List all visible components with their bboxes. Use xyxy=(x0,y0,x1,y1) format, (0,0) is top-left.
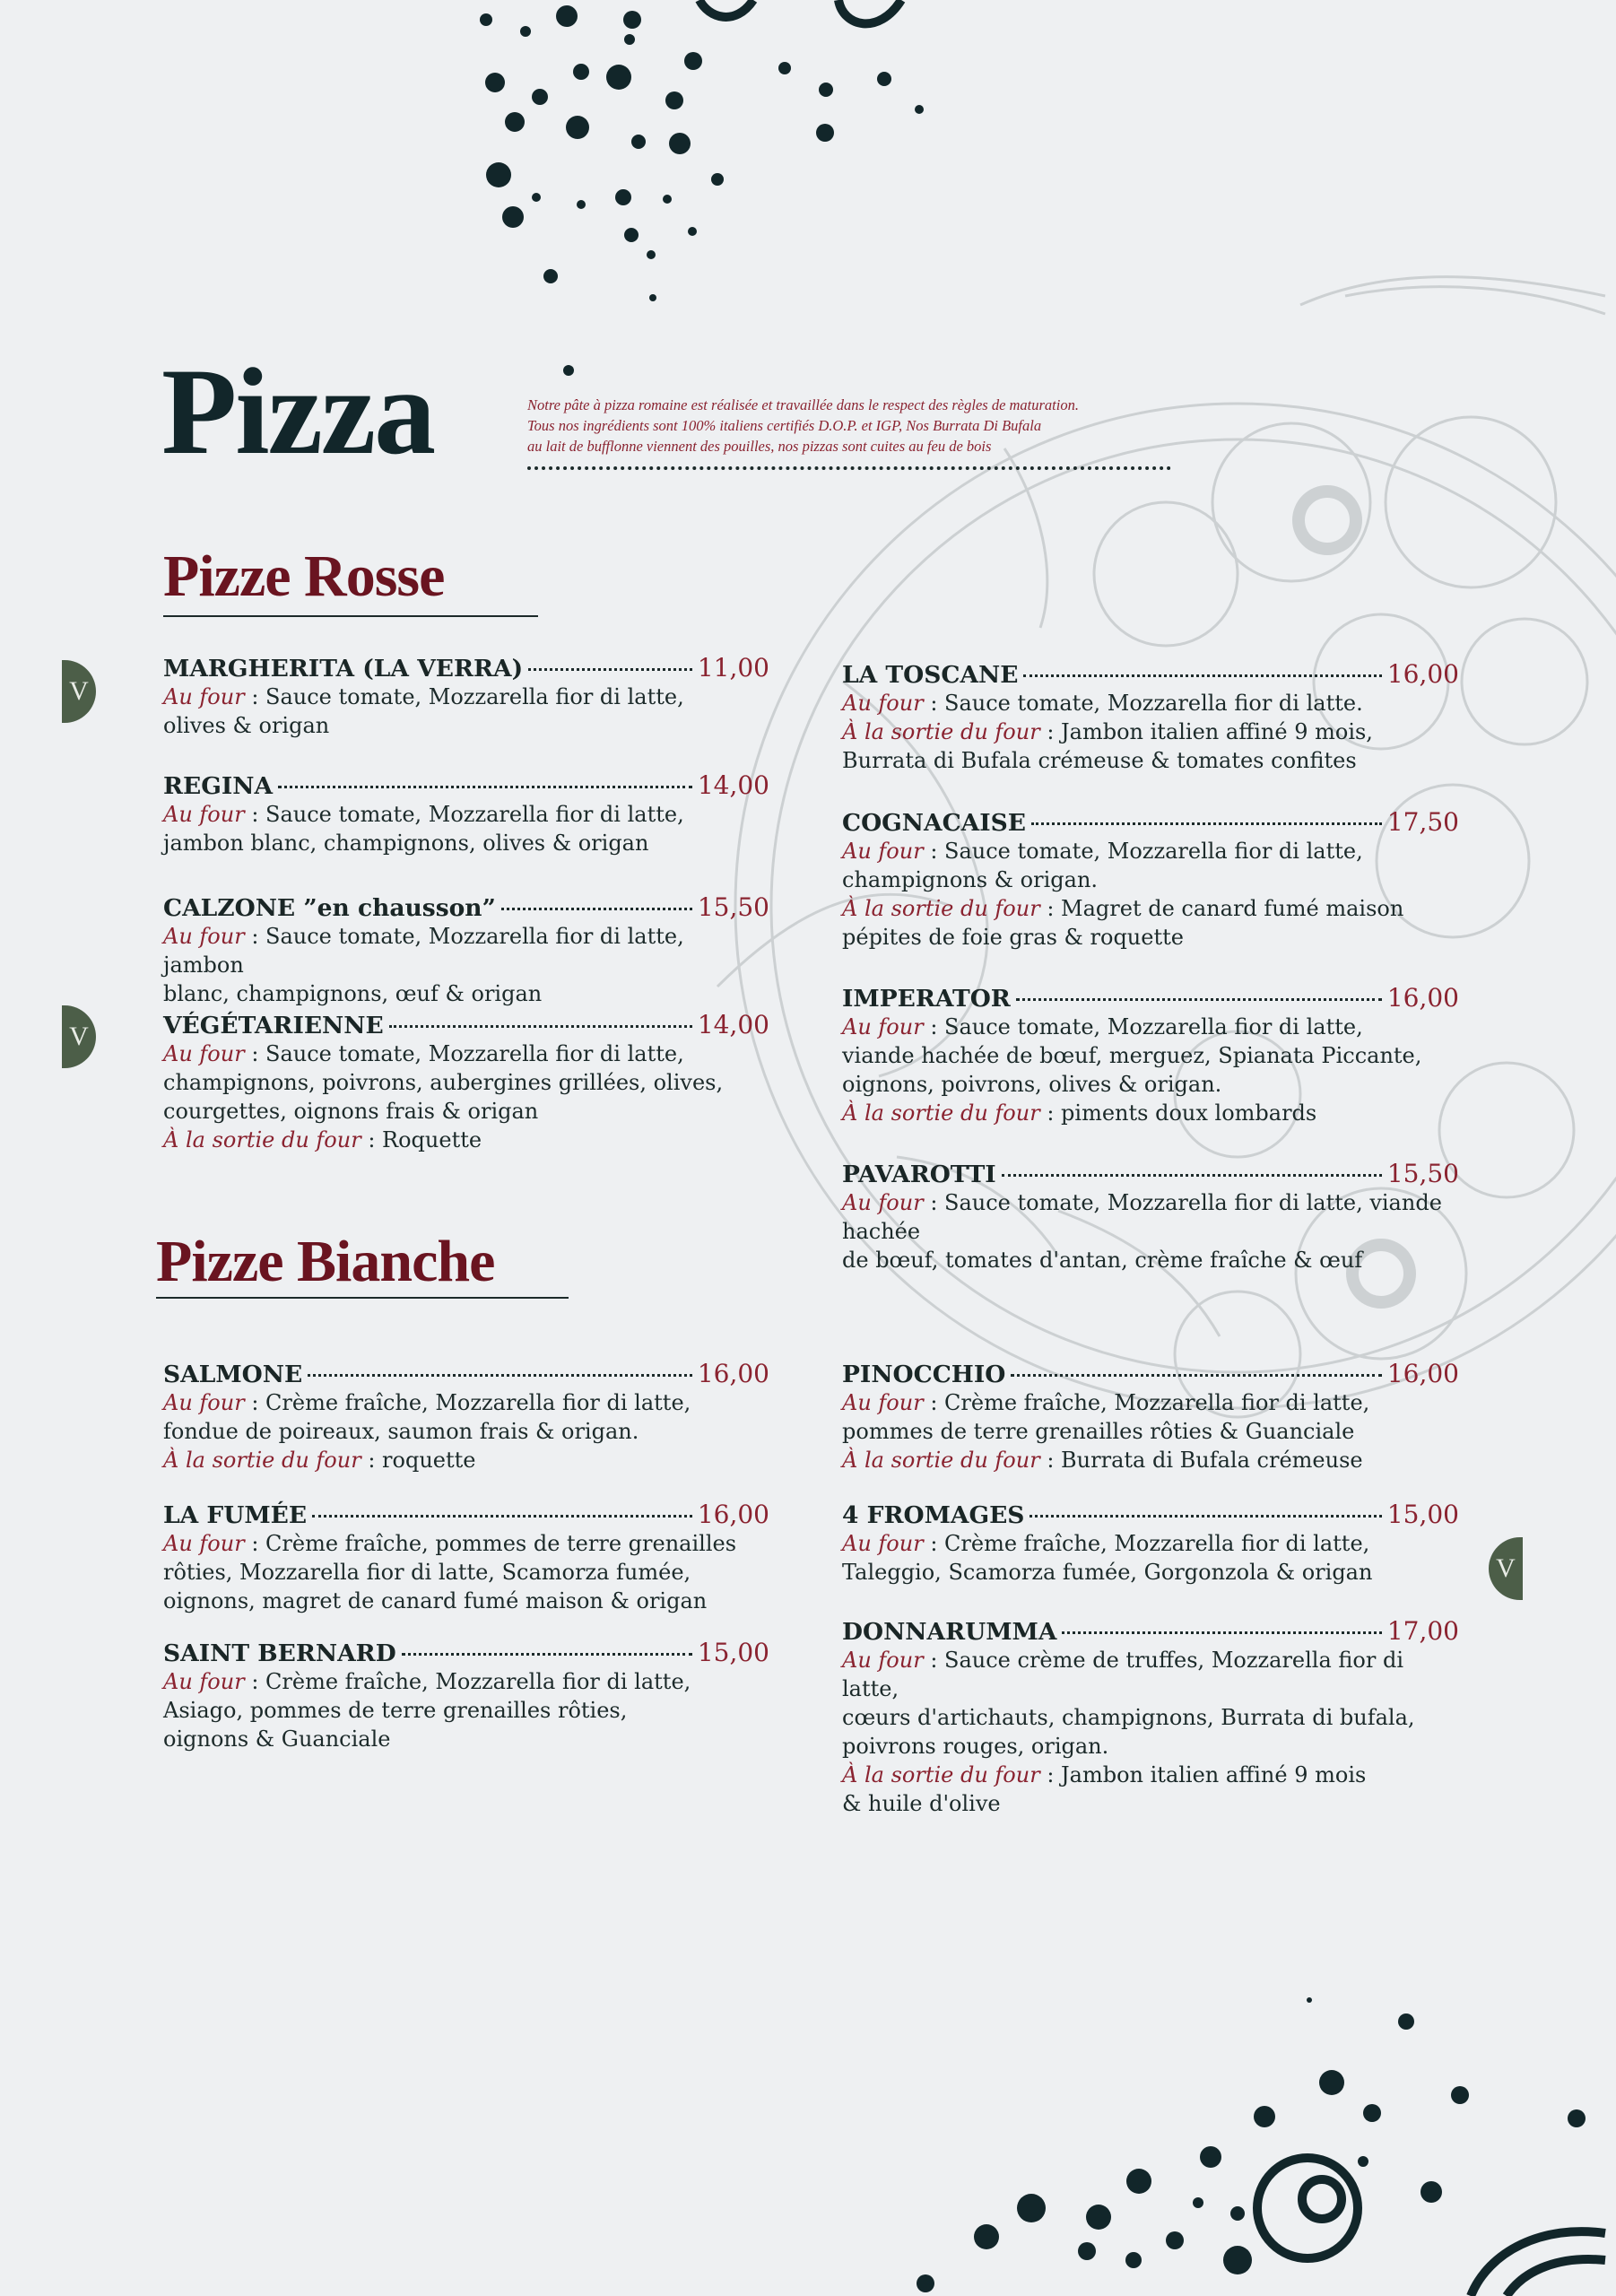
menu-item-description xyxy=(842,1417,1459,1446)
section-title-rosse: Pizze Rosse xyxy=(163,544,445,609)
description-label: À la sortie du four xyxy=(842,1448,1040,1473)
dotted-leader xyxy=(1002,1174,1382,1177)
page-title: Pizza xyxy=(161,343,435,480)
intro-line: au lait de bufflonne viennent des pouilles, nos pizzas sont cuites au feu de bois xyxy=(527,438,992,455)
label-separator: : xyxy=(361,1127,383,1152)
menu-item-description xyxy=(842,689,1459,718)
description-text: courgettes, oignons frais & origan xyxy=(163,1099,539,1124)
label-separator: : xyxy=(923,1531,945,1556)
description-label: Au four xyxy=(842,1190,924,1215)
description-text: champignons & origan. xyxy=(842,867,1099,892)
label-separator: : xyxy=(244,1669,266,1694)
description-text: viande hachée de bœuf, merguez, Spianata Piccante, xyxy=(842,1043,1422,1068)
section-title-bianche: Pizze Bianche xyxy=(156,1229,495,1294)
label-separator: : xyxy=(244,1390,266,1415)
menu-item-description xyxy=(842,1446,1459,1474)
dotted-leader xyxy=(389,1025,692,1028)
dotted-leader xyxy=(1062,1631,1381,1634)
menu-item-name: PINOCCHIO xyxy=(842,1361,1006,1388)
menu-item-description xyxy=(842,865,1459,894)
menu-item-description xyxy=(842,1529,1459,1558)
menu-item-description xyxy=(163,1667,769,1696)
description-text: Burrata di Bufala crémeuse & tomates confites xyxy=(842,748,1357,773)
intro-line: Notre pâte à pizza romaine est réalisée et travaillée dans le respect des règles de maturation. xyxy=(527,396,1079,413)
description-text: pommes de terre grenailles rôties & Guanciale xyxy=(842,1419,1355,1444)
description-text: oignons & Guanciale xyxy=(163,1726,391,1752)
menu-item-description xyxy=(842,1188,1459,1246)
description-text: Crème fraîche, pommes de terre grenailles xyxy=(265,1531,737,1556)
menu-item-price: 15,50 xyxy=(1386,1159,1459,1188)
menu-item-description xyxy=(842,1099,1459,1127)
label-separator: : xyxy=(1039,1100,1062,1126)
description-label: Au four xyxy=(163,1390,245,1415)
description-text: Sauce tomate, Mozzarella fior di latte, viande hachée xyxy=(842,1190,1442,1244)
menu-item-price: 15,00 xyxy=(1386,1500,1459,1529)
menu-item xyxy=(842,1500,1459,1587)
dotted-leader xyxy=(312,1515,692,1518)
description-label: Au four xyxy=(163,1041,245,1066)
menu-item-description xyxy=(163,1097,769,1126)
menu-item-description xyxy=(842,1703,1459,1732)
description-text: Sauce tomate, Mozzarella fior di latte, xyxy=(265,802,684,827)
label-separator: : xyxy=(1039,1762,1062,1787)
menu-item-price: 16,00 xyxy=(697,1500,769,1529)
intro-line: Tous nos ingrédients sont 100% italiens certifiés D.O.P. et IGP, Nos Burrata Di Bufala xyxy=(527,417,1042,434)
description-label: Au four xyxy=(842,1390,924,1415)
menu-item xyxy=(163,892,769,1008)
menu-item-description xyxy=(163,1126,769,1154)
menu-item-name: LA TOSCANE xyxy=(842,661,1019,689)
menu-item-header xyxy=(842,983,1459,1013)
menu-item xyxy=(163,1359,769,1474)
menu-item-price: 14,00 xyxy=(697,770,769,800)
description-label: Au four xyxy=(842,1014,924,1039)
menu-item xyxy=(842,807,1459,952)
menu-item-price: 16,00 xyxy=(1386,983,1459,1013)
menu-item-name: PAVAROTTI xyxy=(842,1161,996,1188)
menu-item-description xyxy=(163,1587,769,1615)
dotted-leader xyxy=(1023,674,1381,677)
description-text: Burrata di Bufala crémeuse xyxy=(1061,1448,1363,1473)
label-separator: : xyxy=(244,924,266,949)
description-text: & huile d'olive xyxy=(842,1791,1001,1816)
description-label: Au four xyxy=(163,684,245,709)
description-text: Sauce crème de truffes, Mozzarella fior di latte, xyxy=(842,1648,1403,1701)
label-separator: : xyxy=(244,684,266,709)
menu-item-header xyxy=(163,1010,769,1039)
menu-item-header xyxy=(163,653,769,683)
description-text: fondue de poireaux, saumon frais & origan. xyxy=(163,1419,639,1444)
menu-item xyxy=(163,1638,769,1753)
description-text: olives & origan xyxy=(163,713,330,738)
section-underline xyxy=(163,615,538,617)
menu-item-description xyxy=(842,1070,1459,1099)
menu-item-description xyxy=(842,894,1459,923)
description-text: Asiago, pommes de terre grenailles rôties, xyxy=(163,1698,628,1723)
description-text: Crème fraîche, Mozzarella fior di latte, xyxy=(265,1390,691,1415)
section-underline xyxy=(156,1297,569,1299)
menu-item-description xyxy=(842,1013,1459,1041)
menu-item-header xyxy=(842,659,1459,689)
menu-item-header xyxy=(163,770,769,800)
menu-item-description xyxy=(163,979,769,1008)
description-text: Jambon italien affiné 9 mois xyxy=(1061,1762,1367,1787)
menu-item xyxy=(163,1500,769,1615)
menu-item-name: DONNARUMMA xyxy=(842,1618,1057,1646)
label-separator: : xyxy=(923,1648,945,1673)
menu-item-description xyxy=(163,1068,769,1097)
description-label: Au four xyxy=(163,1531,245,1556)
description-text: oignons, poivrons, olives & origan. xyxy=(842,1072,1222,1097)
description-label: À la sortie du four xyxy=(842,1100,1040,1126)
menu-item xyxy=(163,1010,769,1154)
description-text: Crème fraîche, Mozzarella fior di latte, xyxy=(265,1669,691,1694)
menu-item-name: SAINT BERNARD xyxy=(163,1639,396,1667)
description-label: Au four xyxy=(842,1648,924,1673)
menu-item-name: IMPERATOR xyxy=(842,985,1011,1013)
label-separator: : xyxy=(361,1448,383,1473)
description-text: Sauce tomate, Mozzarella fior di latte, xyxy=(944,1014,1363,1039)
menu-item-description xyxy=(163,1725,769,1753)
menu-item-description xyxy=(842,1041,1459,1070)
menu-item-description xyxy=(842,746,1459,775)
dotted-leader xyxy=(402,1653,692,1656)
description-text: de bœuf, tomates d'antan, crème fraîche & œuf xyxy=(842,1248,1363,1273)
menu-item-description xyxy=(163,829,769,857)
menu-item-name: REGINA xyxy=(163,772,274,800)
menu-item-description xyxy=(163,1446,769,1474)
menu-item-description xyxy=(163,1417,769,1446)
menu-item-price: 16,00 xyxy=(1386,659,1459,689)
menu-item-description xyxy=(842,1732,1459,1761)
description-text: roquette xyxy=(382,1448,476,1473)
menu-item-description xyxy=(842,1558,1459,1587)
label-separator: : xyxy=(923,691,945,716)
dotted-leader xyxy=(1030,1515,1381,1518)
description-text: Taleggio, Scamorza fumée, Gorgonzola & origan xyxy=(842,1560,1373,1585)
description-text: Sauce tomate, Mozzarella fior di latte, jambon xyxy=(163,924,684,978)
intro-dotted-rule xyxy=(527,466,1171,470)
menu-item xyxy=(842,1359,1459,1474)
menu-item-header xyxy=(842,1359,1459,1388)
description-text: oignons, magret de canard fumé maison & origan xyxy=(163,1588,708,1613)
description-label: À la sortie du four xyxy=(163,1127,361,1152)
menu-item-description xyxy=(163,1529,769,1558)
description-label: Au four xyxy=(163,924,245,949)
menu-item-header xyxy=(163,1638,769,1667)
menu-item-price: 16,00 xyxy=(697,1359,769,1388)
description-label: À la sortie du four xyxy=(842,1762,1040,1787)
label-separator: : xyxy=(244,802,266,827)
menu-item-name: LA FUMÉE xyxy=(163,1501,308,1529)
menu-item-description xyxy=(842,837,1459,865)
label-separator: : xyxy=(1039,719,1062,744)
description-text: Roquette xyxy=(382,1127,482,1152)
intro-text xyxy=(527,395,1281,457)
description-text: pépites de foie gras & roquette xyxy=(842,925,1184,950)
description-text: poivrons rouges, origan. xyxy=(842,1734,1109,1759)
vegetarian-badge: V xyxy=(62,660,96,723)
dotted-leader xyxy=(1031,822,1382,825)
description-label: Au four xyxy=(842,839,924,864)
menu-item-header xyxy=(842,1616,1459,1646)
menu-item xyxy=(163,653,769,740)
description-text: Crème fraîche, Mozzarella fior di latte, xyxy=(944,1531,1370,1556)
description-label: À la sortie du four xyxy=(842,719,1040,744)
menu-item-price: 16,00 xyxy=(1386,1359,1459,1388)
description-label: À la sortie du four xyxy=(163,1448,361,1473)
menu-item-name: MARGHERITA (LA VERRA) xyxy=(163,655,524,683)
menu-item-description xyxy=(163,1696,769,1725)
description-text: piments doux lombards xyxy=(1061,1100,1317,1126)
menu-item-price: 11,00 xyxy=(697,653,769,683)
description-label: À la sortie du four xyxy=(842,896,1040,921)
label-separator: : xyxy=(923,839,945,864)
menu-item-description xyxy=(842,1761,1459,1789)
menu-item-header xyxy=(163,1500,769,1529)
menu-item-description xyxy=(163,1039,769,1068)
menu-item-description xyxy=(163,711,769,740)
menu-item-description xyxy=(163,800,769,829)
menu-item-description xyxy=(163,683,769,711)
menu-item-header xyxy=(163,1359,769,1388)
description-text: champignons, poivrons, aubergines grillées, olives, xyxy=(163,1070,724,1095)
dotted-leader xyxy=(1016,998,1382,1001)
menu-item-price: 15,00 xyxy=(697,1638,769,1667)
menu-item xyxy=(842,1159,1459,1274)
menu-item-description xyxy=(842,1646,1459,1703)
menu-item-header xyxy=(842,1159,1459,1188)
label-separator: : xyxy=(1039,1448,1062,1473)
label-separator: : xyxy=(923,1014,945,1039)
menu-item-price: 15,50 xyxy=(697,892,769,922)
description-text: rôties, Mozzarella fior di latte, Scamorza fumée, xyxy=(163,1560,691,1585)
description-text: Sauce tomate, Mozzarella fior di latte, xyxy=(265,1041,684,1066)
menu-item-description xyxy=(842,923,1459,952)
menu-item-description xyxy=(842,1789,1459,1818)
description-label: Au four xyxy=(163,1669,245,1694)
description-text: blanc, champignons, œuf & origan xyxy=(163,981,543,1006)
menu-item xyxy=(842,659,1459,775)
menu-item-price: 14,00 xyxy=(697,1010,769,1039)
label-separator: : xyxy=(244,1531,266,1556)
vegetarian-badge: V xyxy=(1489,1537,1523,1600)
menu-item-description xyxy=(163,922,769,979)
dotted-leader xyxy=(308,1374,692,1377)
description-text: Jambon italien affiné 9 mois, xyxy=(1061,719,1373,744)
description-text: Sauce tomate, Mozzarella fior di latte, xyxy=(944,839,1363,864)
menu-item xyxy=(842,1616,1459,1818)
description-text: Sauce tomate, Mozzarella fior di latte, xyxy=(265,684,684,709)
menu-item-name: SALMONE xyxy=(163,1361,303,1388)
description-text: cœurs d'artichauts, champignons, Burrata di bufala, xyxy=(842,1705,1415,1730)
menu-item-description xyxy=(842,718,1459,746)
menu-item-description xyxy=(842,1246,1459,1274)
menu-item-name: COGNACAISE xyxy=(842,809,1026,837)
menu-item xyxy=(842,983,1459,1127)
menu-item xyxy=(163,770,769,857)
dotted-leader xyxy=(528,668,692,671)
menu-item-header xyxy=(163,892,769,922)
menu-item-name: 4 FROMAGES xyxy=(842,1501,1025,1529)
menu-item-price: 17,00 xyxy=(1386,1616,1459,1646)
menu-item-price: 17,50 xyxy=(1386,807,1459,837)
description-text: Crème fraîche, Mozzarella fior di latte, xyxy=(944,1390,1370,1415)
label-separator: : xyxy=(923,1390,945,1415)
menu-item-header xyxy=(842,807,1459,837)
menu-item-description xyxy=(163,1558,769,1587)
menu-item-description xyxy=(163,1388,769,1417)
description-text: jambon blanc, champignons, olives & origan xyxy=(163,831,649,856)
label-separator: : xyxy=(1039,896,1062,921)
dotted-leader xyxy=(278,786,692,788)
description-label: Au four xyxy=(163,802,245,827)
menu-item-name: CALZONE ”en chausson” xyxy=(163,894,496,922)
dotted-leader xyxy=(501,908,692,910)
dotted-leader xyxy=(1011,1374,1381,1377)
label-separator: : xyxy=(244,1041,266,1066)
label-separator: : xyxy=(923,1190,945,1215)
menu-item-name: VÉGÉTARIENNE xyxy=(163,1012,384,1039)
vegetarian-badge: V xyxy=(62,1005,96,1068)
menu-item-description xyxy=(842,1388,1459,1417)
description-text: Sauce tomate, Mozzarella fior di latte. xyxy=(944,691,1363,716)
description-label: Au four xyxy=(842,691,924,716)
description-label: Au four xyxy=(842,1531,924,1556)
menu-item-header xyxy=(842,1500,1459,1529)
description-text: Magret de canard fumé maison xyxy=(1061,896,1404,921)
